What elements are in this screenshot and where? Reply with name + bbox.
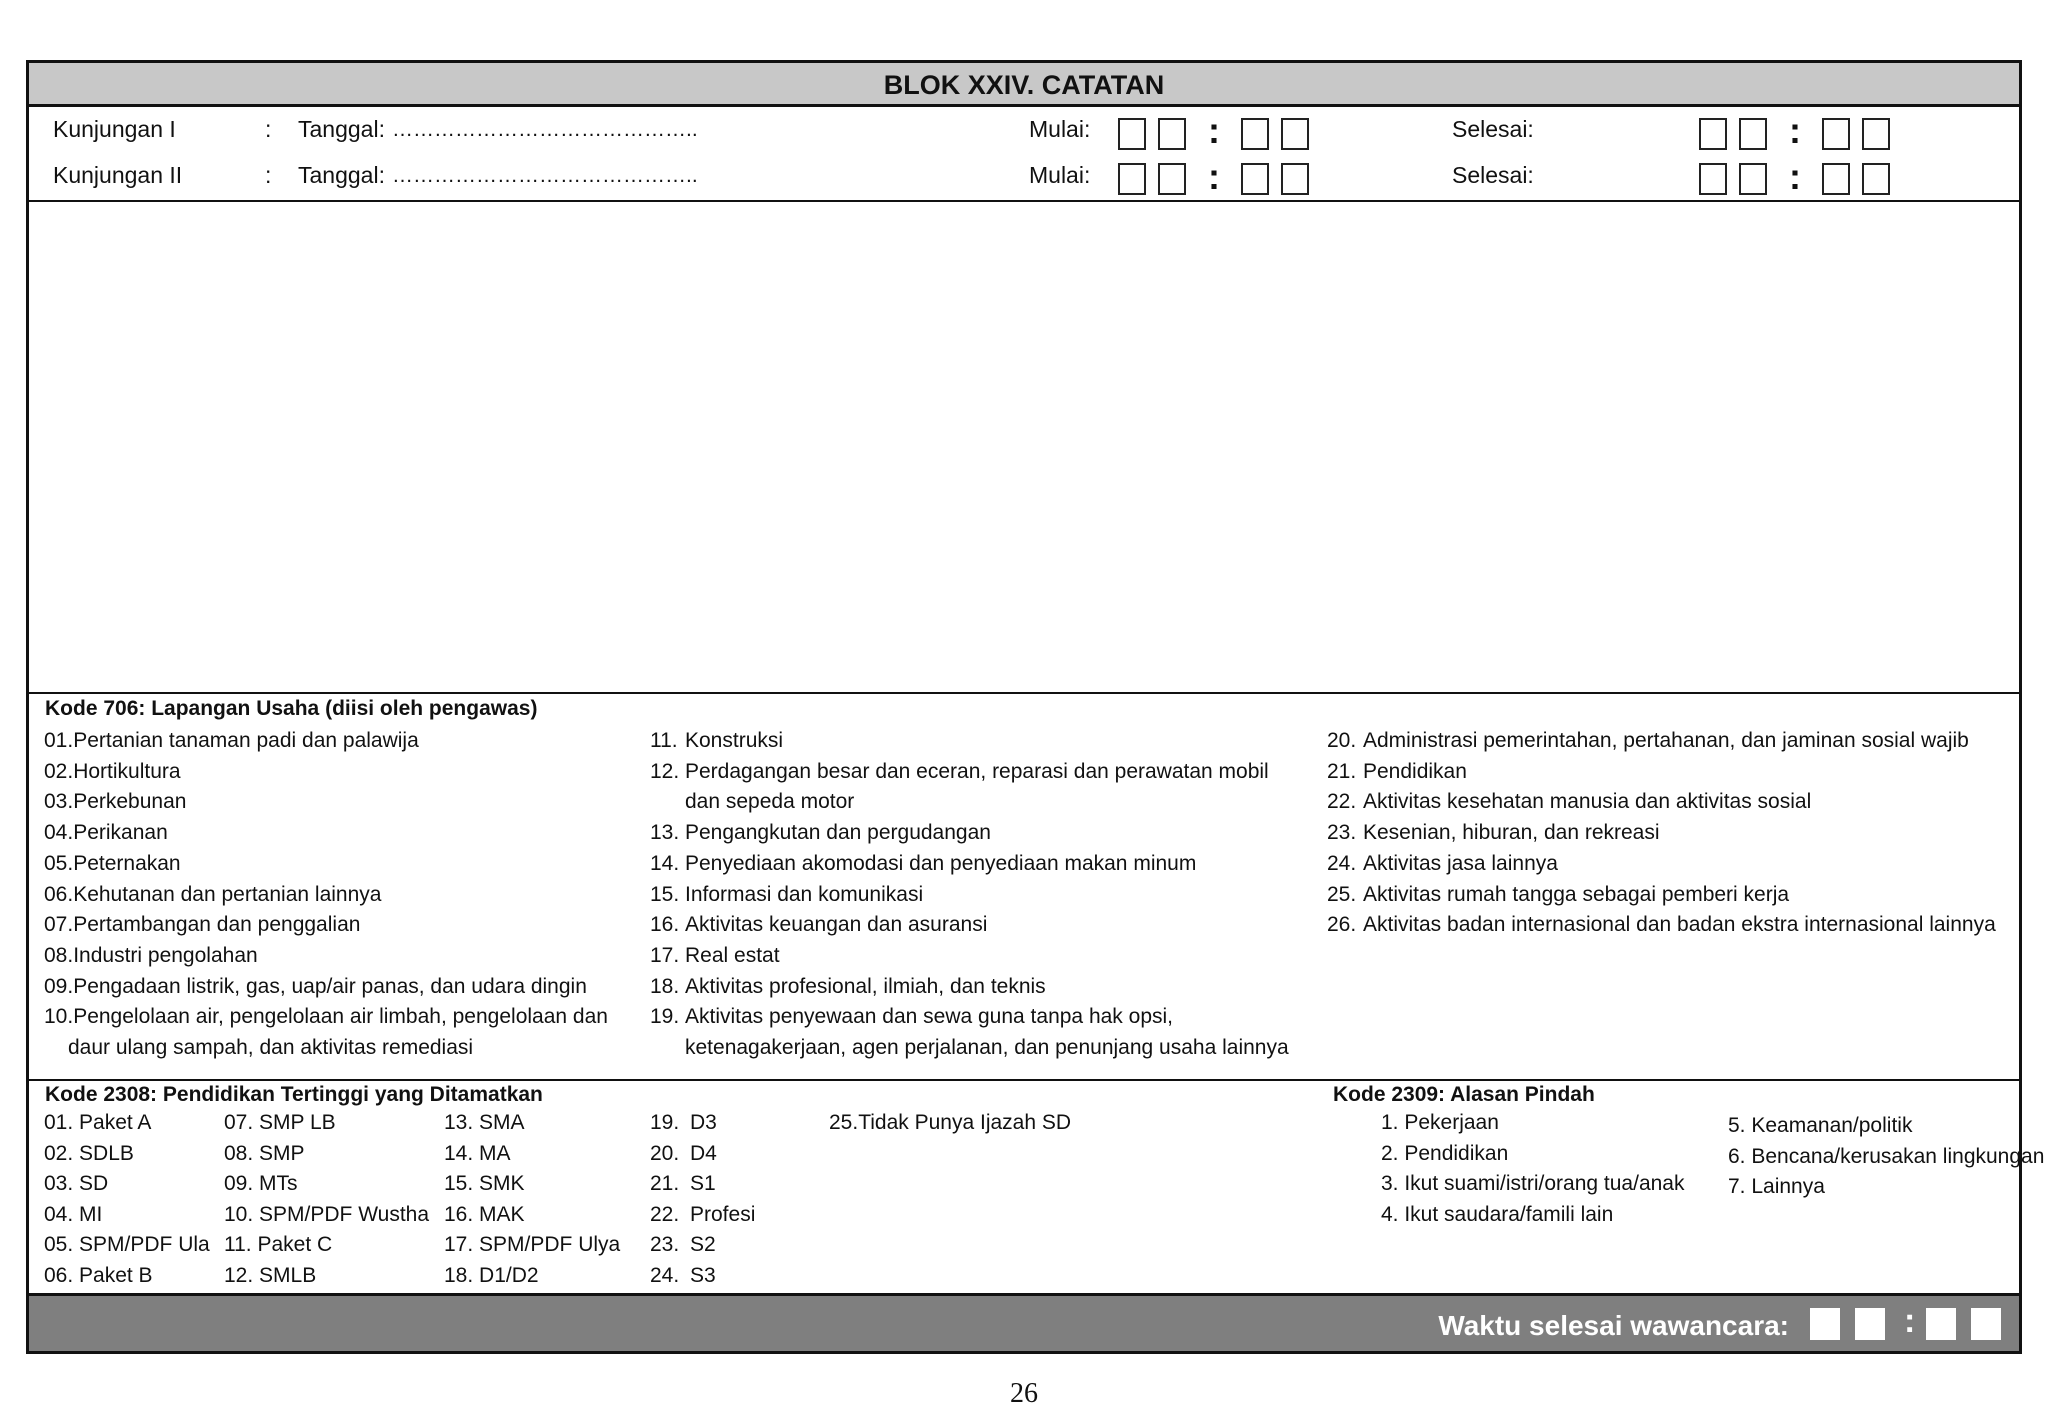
visit-label: Kunjungan II <box>53 162 183 188</box>
list-item: 08. SMP <box>224 1141 305 1165</box>
item-number: 11. <box>650 729 678 752</box>
item-number: 13. <box>650 821 680 845</box>
list-item: S3 <box>690 1263 716 1287</box>
list-item: D4 <box>690 1141 717 1165</box>
list-item: Penyediaan akomodasi dan penyediaan makan minum <box>685 851 1197 875</box>
list-item: 03.Perkebunan <box>44 790 187 814</box>
date-label: Tanggal: <box>298 116 385 142</box>
notes-area[interactable] <box>29 202 2019 692</box>
item-number: 14. <box>650 851 680 875</box>
list-item: Pengangkutan dan pergudangan <box>685 821 991 845</box>
list-item: 07. SMP LB <box>224 1111 336 1134</box>
start-hour-digit-2[interactable] <box>1158 118 1186 150</box>
end-hour-digit-1[interactable] <box>1810 1308 1840 1340</box>
list-item: 6. Bencana/kerusakan lingkungan <box>1728 1144 2045 1168</box>
list-item: Pendidikan <box>1363 759 1467 783</box>
list-item: Konstruksi <box>685 729 784 752</box>
footer-bar <box>29 1293 2019 1351</box>
list-item: 16. MAK <box>444 1202 525 1226</box>
list-item: 01.Pertanian tanaman padi dan palawija <box>44 729 419 752</box>
date-field[interactable]: …………………………………….. <box>392 164 698 187</box>
list-item: 09. MTs <box>224 1172 298 1195</box>
date-field[interactable]: …………………………………….. <box>392 118 698 141</box>
item-number: 12. <box>650 759 680 783</box>
start-minute-digit-2[interactable] <box>1281 118 1309 150</box>
item-number: 22. <box>1327 790 1357 814</box>
end-minute-digit-1[interactable] <box>1822 118 1850 150</box>
list-item: Aktivitas profesional, ilmiah, dan teknis <box>685 974 1046 998</box>
start-label: Mulai: <box>1029 162 1091 188</box>
list-item: Aktivitas badan internasional dan badan ekstra internasional lainnya <box>1363 913 1996 937</box>
item-number: 17. <box>650 943 680 967</box>
end-minute-digit-1[interactable] <box>1926 1308 1956 1340</box>
list-item: Perdagangan besar dan eceran, reparasi dan perawatan mobil <box>685 759 1269 783</box>
list-item: Profesi <box>690 1202 756 1226</box>
end-hour-digit-2[interactable] <box>1739 118 1767 150</box>
item-number: 24. <box>650 1263 680 1287</box>
list-item: 05. SPM/PDF Ula <box>44 1233 210 1256</box>
item-number: 23. <box>650 1233 680 1256</box>
list-item: dan sepeda motor <box>685 790 855 814</box>
list-item: 15. SMK <box>444 1172 525 1195</box>
item-number: 19. <box>650 1111 680 1134</box>
page-number: 26 <box>1010 1378 1038 1409</box>
list-item: 08.Industri pengolahan <box>44 943 258 967</box>
block-title: BLOK XXIV. CATATAN <box>29 63 2019 107</box>
time-colon: : <box>1904 1302 1916 1340</box>
time-colon: : <box>1789 110 1801 151</box>
list-item: 04.Perikanan <box>44 821 168 845</box>
divider <box>29 692 2019 694</box>
start-hour-digit-1[interactable] <box>1118 163 1146 195</box>
list-item: 11. Paket C <box>224 1233 333 1256</box>
item-number: 21. <box>1327 759 1357 783</box>
item-number: 18. <box>650 974 680 998</box>
start-hour-digit-1[interactable] <box>1118 118 1146 150</box>
list-item: 07.Pertambangan dan penggalian <box>44 913 361 937</box>
end-minute-digit-2[interactable] <box>1971 1308 2001 1340</box>
list-item: 5. Keamanan/politik <box>1728 1114 1913 1137</box>
list-item: 25.Tidak Punya Ijazah SD <box>829 1111 1072 1134</box>
end-label: Selesai: <box>1452 116 1534 142</box>
end-minute-digit-2[interactable] <box>1862 118 1890 150</box>
list-item: daur ulang sampah, dan aktivitas remediasi <box>68 1036 474 1059</box>
date-label: Tanggal: <box>298 162 385 188</box>
end-minute-digit-2[interactable] <box>1862 163 1890 195</box>
list-item: Informasi dan komunikasi <box>685 882 924 906</box>
start-minute-digit-1[interactable] <box>1241 118 1269 150</box>
list-item: S1 <box>690 1172 716 1195</box>
list-item: 18. D1/D2 <box>444 1263 539 1287</box>
list-item: 14. MA <box>444 1141 511 1165</box>
list-item: 17. SPM/PDF Ulya <box>444 1233 621 1256</box>
item-number: 22. <box>650 1202 680 1226</box>
list-item: Aktivitas rumah tangga sebagai pemberi kerja <box>1363 882 1790 906</box>
time-colon: : <box>1789 156 1801 197</box>
list-item: Aktivitas kesehatan manusia dan aktivitas sosial <box>1363 790 1812 814</box>
end-label: Selesai: <box>1452 162 1534 188</box>
list-item: Aktivitas penyewaan dan sewa guna tanpa hak opsi, <box>685 1005 1173 1029</box>
list-item: 04. MI <box>44 1202 103 1226</box>
end-hour-digit-2[interactable] <box>1739 163 1767 195</box>
visit-label: Kunjungan I <box>53 116 176 142</box>
kode-2309-title: Kode 2309: Alasan Pindah <box>1333 1083 1595 1106</box>
end-minute-digit-1[interactable] <box>1822 163 1850 195</box>
item-number: 20. <box>650 1141 680 1165</box>
list-item: ketenagakerjaan, agen perjalanan, dan penunjang usaha lainnya <box>685 1036 1289 1059</box>
list-item: 02. SDLB <box>44 1141 134 1165</box>
item-number: 26. <box>1327 913 1357 937</box>
interview-end-label: Waktu selesai wawancara: <box>1438 1310 1789 1341</box>
start-hour-digit-2[interactable] <box>1158 163 1186 195</box>
list-item: 7. Lainnya <box>1728 1175 1825 1198</box>
list-item: 10.Pengelolaan air, pengelolaan air limbah, pengelolaan dan <box>44 1005 608 1029</box>
list-item: 03. SD <box>44 1172 109 1195</box>
list-item: 02.Hortikultura <box>44 759 181 783</box>
list-item: 09.Pengadaan listrik, gas, uap/air panas, dan udara dingin <box>44 974 587 998</box>
item-number: 16. <box>650 913 680 937</box>
list-item: 05.Peternakan <box>44 851 181 875</box>
visit-separator: : <box>265 162 272 188</box>
item-number: 19. <box>650 1005 680 1029</box>
divider <box>29 1079 2019 1081</box>
end-hour-digit-2[interactable] <box>1855 1308 1885 1340</box>
start-minute-digit-1[interactable] <box>1241 163 1269 195</box>
item-number: 24. <box>1327 851 1357 875</box>
list-item: D3 <box>690 1111 717 1134</box>
list-item: 13. SMA <box>444 1111 525 1134</box>
list-item: 1. Pekerjaan <box>1381 1111 1499 1134</box>
kode-2308-title: Kode 2308: Pendidikan Tertinggi yang Ditamatkan <box>45 1083 543 1106</box>
kode-706-title: Kode 706: Lapangan Usaha (diisi oleh pengawas) <box>45 697 538 720</box>
item-number: 15. <box>650 882 680 906</box>
list-item: 10. SPM/PDF Wustha <box>224 1202 430 1226</box>
list-item: Administrasi pemerintahan, pertahanan, dan jaminan sosial wajib <box>1363 729 1969 752</box>
list-item: 12. SMLB <box>224 1263 317 1287</box>
list-item: 2. Pendidikan <box>1381 1141 1509 1165</box>
list-item: Kesenian, hiburan, dan rekreasi <box>1363 821 1660 845</box>
list-item: 3. Ikut suami/istri/orang tua/anak <box>1381 1172 1685 1195</box>
start-minute-digit-2[interactable] <box>1281 163 1309 195</box>
time-colon: : <box>1208 110 1220 151</box>
item-number: 21. <box>650 1172 680 1195</box>
list-item: 06. Paket B <box>44 1263 153 1287</box>
end-hour-digit-1[interactable] <box>1699 118 1727 150</box>
item-number: 25. <box>1327 882 1357 906</box>
item-number: 20. <box>1327 729 1357 752</box>
item-number: 23. <box>1327 821 1357 845</box>
list-item: 06.Kehutanan dan pertanian lainnya <box>44 882 382 906</box>
list-item: Aktivitas keuangan dan asuransi <box>685 913 988 937</box>
list-item: Real estat <box>685 943 780 967</box>
visit-separator: : <box>265 116 272 142</box>
list-item: 01. Paket A <box>44 1111 152 1134</box>
list-item: Aktivitas jasa lainnya <box>1363 851 1558 875</box>
end-hour-digit-1[interactable] <box>1699 163 1727 195</box>
time-colon: : <box>1208 156 1220 197</box>
start-label: Mulai: <box>1029 116 1091 142</box>
list-item: S2 <box>690 1233 716 1256</box>
list-item: 4. Ikut saudara/famili lain <box>1381 1202 1614 1226</box>
